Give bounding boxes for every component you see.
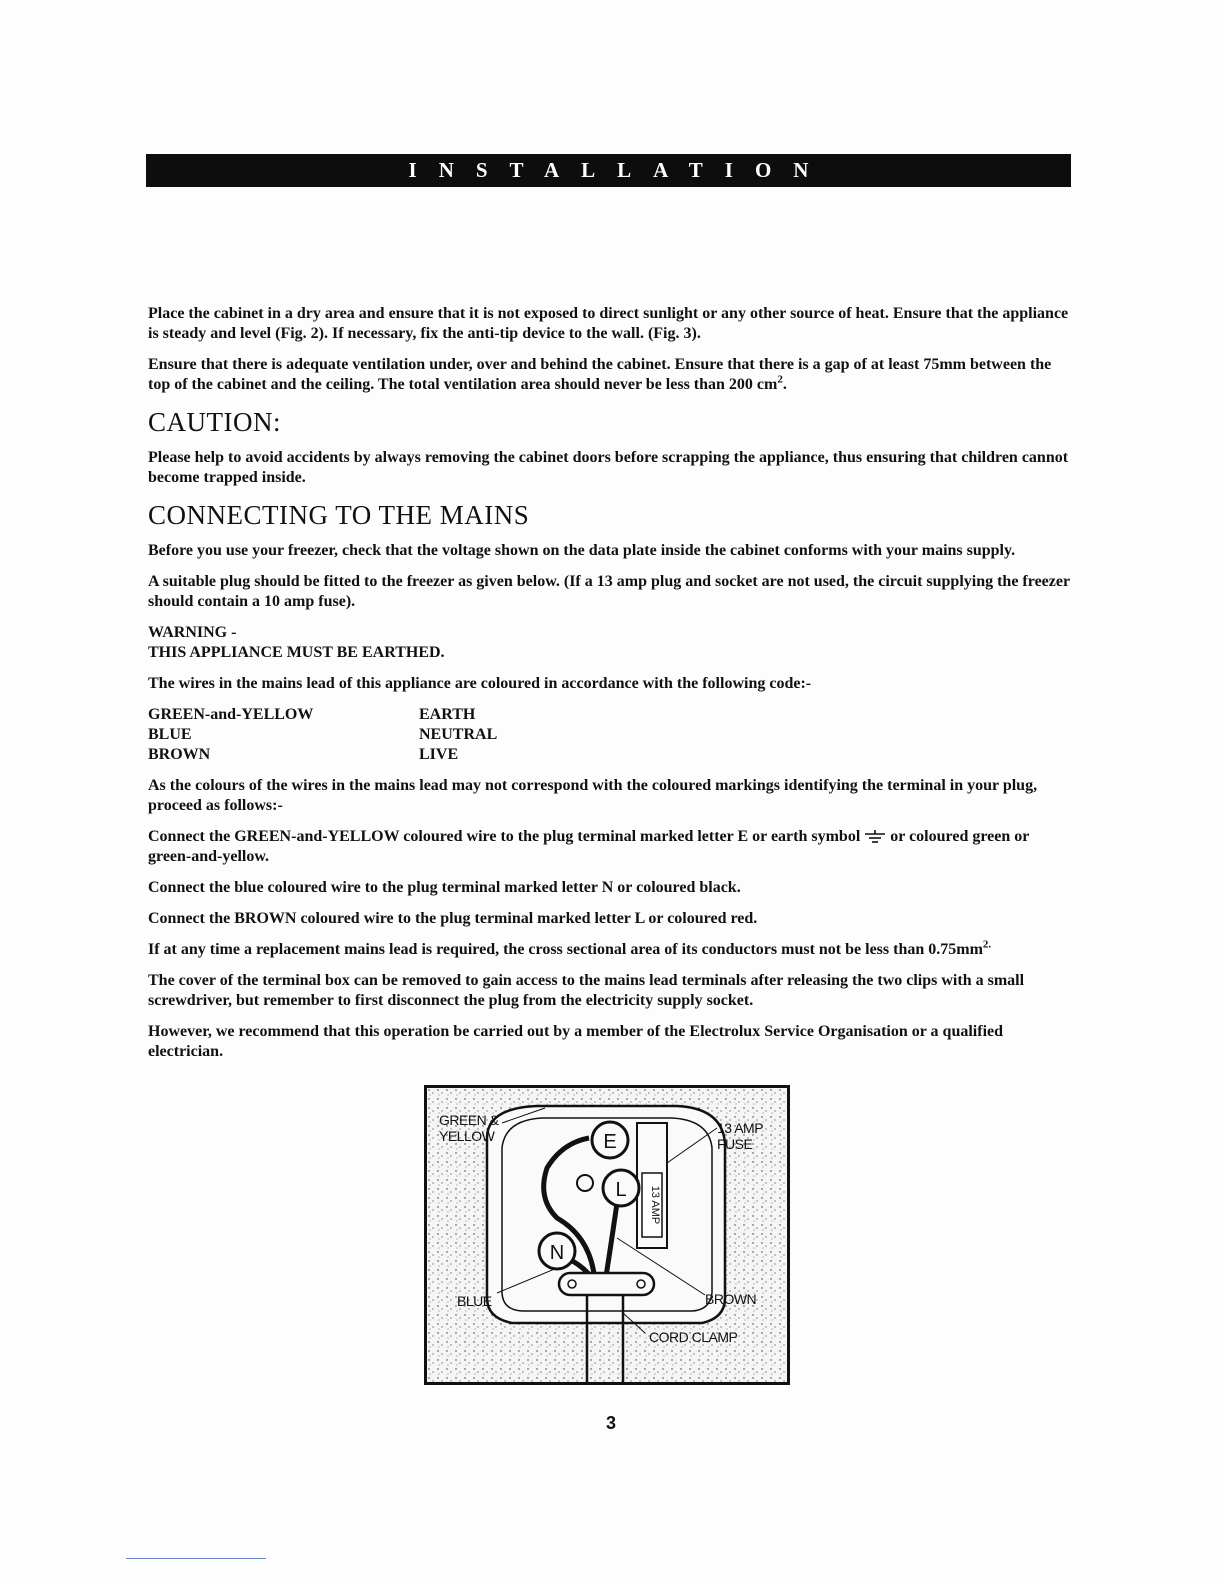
placement-paragraph: Place the cabinet in a dry area and ensure that it is not exposed to direct sunlight or any other source of heat. Ensure that the appliance is steady and level (Fig. 2). If necessary, fix the anti-tip device to the wall. (Fig. 3).: [148, 305, 1069, 342]
earth-paragraph: [148, 827, 1073, 867]
banner-title: INSTALLATION: [408, 158, 831, 182]
wire-colour: GREEN-and-YELLOW: [148, 706, 314, 723]
code-intro-paragraph: The wires in the mains lead of this appliance are coloured in accordance with the following code:-: [148, 675, 812, 692]
blue-paragraph: Connect the blue coloured wire to the plug terminal marked letter N or coloured black.: [148, 879, 741, 896]
clamp-screw: [637, 1280, 645, 1288]
voltage-paragraph: Before you use your freezer, check that the voltage shown on the data plate inside the cabinet conforms with your mains supply.: [148, 542, 1016, 559]
label-green-line: GREEN &: [439, 1112, 499, 1128]
brown-paragraph: Connect the BROWN coloured wire to the plug terminal marked letter L or coloured red.: [148, 910, 758, 927]
earth-text-b: or coloured green or green-and-yellow.: [148, 828, 1030, 865]
section-banner: [146, 154, 1071, 187]
ventilation-paragraph: [148, 355, 1073, 395]
footer-rule: [126, 1558, 266, 1559]
ventilation-text: Ensure that there is adequate ventilation under, over and behind the cabinet. Ensure that there is a gap of at least 75mm between the top of the cabinet and the ceiling. The total ventilation area should never be less than 200 cm: [148, 356, 1052, 393]
label-green-yellow: [439, 1112, 499, 1144]
terminal-e-label: E: [603, 1131, 617, 1153]
page-number: 3: [606, 1413, 617, 1433]
label-blue: BLUE: [457, 1293, 492, 1309]
earth-text-a: Connect the GREEN-and-YELLOW coloured wire to the plug terminal marked letter E or earth symbol: [148, 828, 861, 845]
superscript-2: 2: [777, 373, 783, 386]
wire-meaning: EARTH: [419, 706, 476, 723]
label-fuse: [717, 1120, 763, 1152]
replacement-paragraph: [148, 940, 1073, 960]
table-row: [148, 745, 497, 765]
label-cord-clamp: CORD CLAMP: [649, 1329, 738, 1345]
wire-meaning: NEUTRAL: [419, 726, 498, 743]
label-brown: BROWN: [705, 1291, 757, 1307]
earth-symbol-icon: [864, 830, 886, 844]
clamp-screw: [568, 1280, 576, 1288]
replacement-text: If at any time a replacement mains lead is required, the cross sectional area of its conductors must not be less than 0.75mm: [148, 941, 983, 958]
superscript-2: 2.: [982, 938, 992, 951]
wire-code-table: [148, 705, 497, 765]
caution-paragraph: Please help to avoid accidents by always removing the cabinet doors before scrapping the appliance, thus ensuring that children cannot become trapped inside.: [148, 449, 1069, 486]
terminal-n-label: N: [549, 1242, 565, 1264]
ventilation-end: .: [782, 376, 787, 393]
table-row: [148, 705, 497, 725]
label-fuse-amp: 13 AMP: [717, 1120, 764, 1136]
caution-heading: CAUTION:: [148, 407, 281, 437]
recommendation-paragraph: However, we recommend that this operation be carried out by a member of the Electrolux Service Organisation or a qualified electrician.: [148, 1023, 1004, 1060]
warning-label: WARNING -: [148, 624, 237, 641]
colours-paragraph: As the colours of the wires in the mains lead may not correspond with the coloured markings identifying the terminal in your plug, proceed as follows:-: [148, 777, 1038, 814]
table-row: [148, 725, 497, 745]
plug-paragraph: A suitable plug should be fitted to the freezer as given below. (If a 13 amp plug and socket are not used, the circuit supplying the freezer should contain a 10 amp fuse).: [148, 573, 1070, 610]
page-content: [148, 304, 1073, 1073]
wire-colour: BLUE: [148, 726, 192, 743]
label-fuse-word: FUSE: [717, 1136, 753, 1152]
wire-colour: BROWN: [148, 746, 211, 763]
terminal-l-label: L: [615, 1179, 627, 1201]
mains-heading: CONNECTING TO THE MAINS: [148, 500, 530, 530]
cover-paragraph: The cover of the terminal box can be removed to gain access to the mains lead terminals after releasing the two clips with a small screwdriver, but remember to first disconnect the plug from the electricity supply socket.: [148, 972, 1025, 1009]
plug-wiring-figure: [424, 1085, 790, 1385]
wire-meaning: LIVE: [419, 746, 459, 763]
label-yellow-line: YELLOW: [439, 1128, 495, 1144]
warning-block: [148, 623, 1073, 663]
warning-earthed: THIS APPLIANCE MUST BE EARTHED.: [148, 644, 445, 661]
fixing-screw: [577, 1175, 593, 1191]
fuse-text: 13 AMP: [649, 1185, 661, 1225]
